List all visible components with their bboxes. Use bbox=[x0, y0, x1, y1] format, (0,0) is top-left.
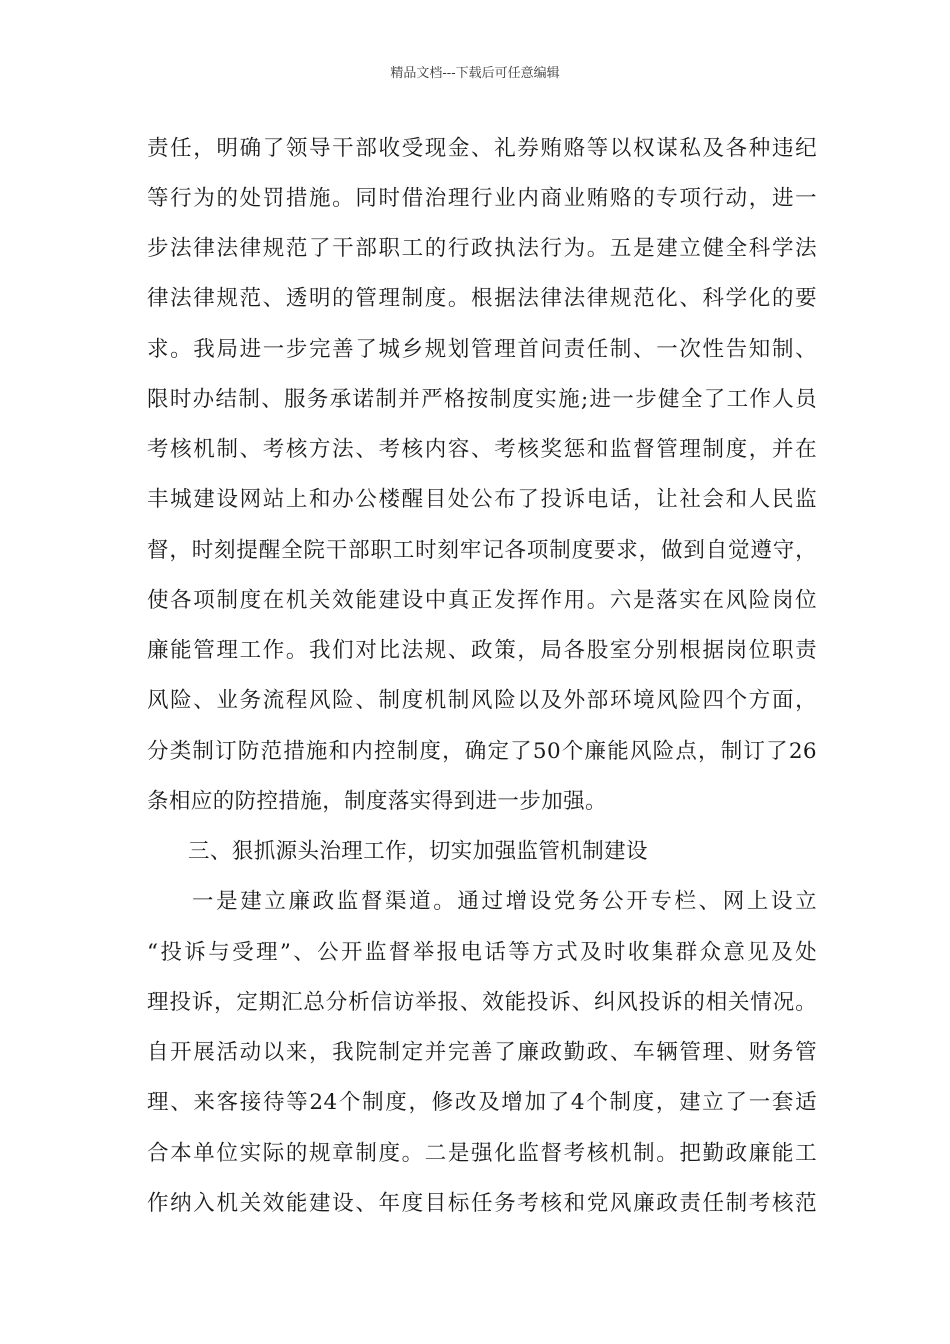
text-line: 责任，明确了领导干部收受现金、礼券贿赂等以权谋私及各种违纪 bbox=[147, 136, 817, 161]
text-line: 使各项制度在机关效能建设中真正发挥作用。六是落实在风险岗位 bbox=[147, 588, 817, 613]
text-line: 合本单位实际的规章制度。二是强化监督考核机制。把勤政廉能工 bbox=[147, 1141, 817, 1166]
text-line: 等行为的处罚措施。同时借治理行业内商业贿赂的专项行动，进一 bbox=[147, 186, 817, 211]
text-line: 条相应的防控措施，制度落实得到进一步加强。 bbox=[147, 789, 607, 814]
text-line: 分类制订防范措施和内控制度，确定了50个廉能风险点，制订了26 bbox=[147, 739, 817, 764]
text-line: 步法律法律规范了干部职工的行政执法行为。五是建立健全科学法 bbox=[147, 236, 817, 261]
text-line: 求。我局进一步完善了城乡规划管理首问责任制、一次性告知制、 bbox=[147, 337, 817, 362]
text-line: 限时办结制、服务承诺制并严格按制度实施;进一步健全了工作人员 bbox=[147, 387, 817, 412]
text-line: 廉能管理工作。我们对比法规、政策，局各股室分别根据岗位职责 bbox=[147, 638, 817, 663]
text-line: 考核机制、考核方法、考核内容、考核奖惩和监督管理制度，并在 bbox=[147, 437, 817, 462]
text-line: 风险、业务流程风险、制度机制风险以及外部环境风险四个方面， bbox=[147, 688, 817, 713]
text-line: 丰城建设网站上和办公楼醒目处公布了投诉电话，让社会和人民监 bbox=[147, 487, 817, 512]
text-line: 作纳入机关效能建设、年度目标任务考核和党风廉政责任制考核范 bbox=[147, 1191, 817, 1216]
text-line: “投诉与受理”、公开监督举报电话等方式及时收集群众意见及处 bbox=[147, 940, 817, 965]
text-line: 一是建立廉政监督渠道。通过增设党务公开专栏、网上设立 bbox=[192, 889, 817, 914]
text-line: 理、来客接待等24个制度，修改及增加了4个制度，建立了一套适 bbox=[147, 1090, 817, 1115]
text-line: 律法律规范、透明的管理制度。根据法律法律规范化、科学化的要 bbox=[147, 286, 817, 311]
section-heading: 三、狠抓源头治理工作，切实加强监管机制建设 bbox=[188, 839, 648, 864]
text-line: 自开展活动以来，我院制定并完善了廉政勤政、车辆管理、财务管 bbox=[147, 1040, 817, 1065]
text-line: 督，时刻提醒全院干部职工时刻牢记各项制度要求，做到自觉遵守， bbox=[147, 538, 817, 563]
page-header: 精品文档---下载后可任意编辑 bbox=[390, 66, 560, 81]
text-line: 理投诉，定期汇总分析信访举报、效能投诉、纠风投诉的相关情况。 bbox=[147, 990, 817, 1015]
